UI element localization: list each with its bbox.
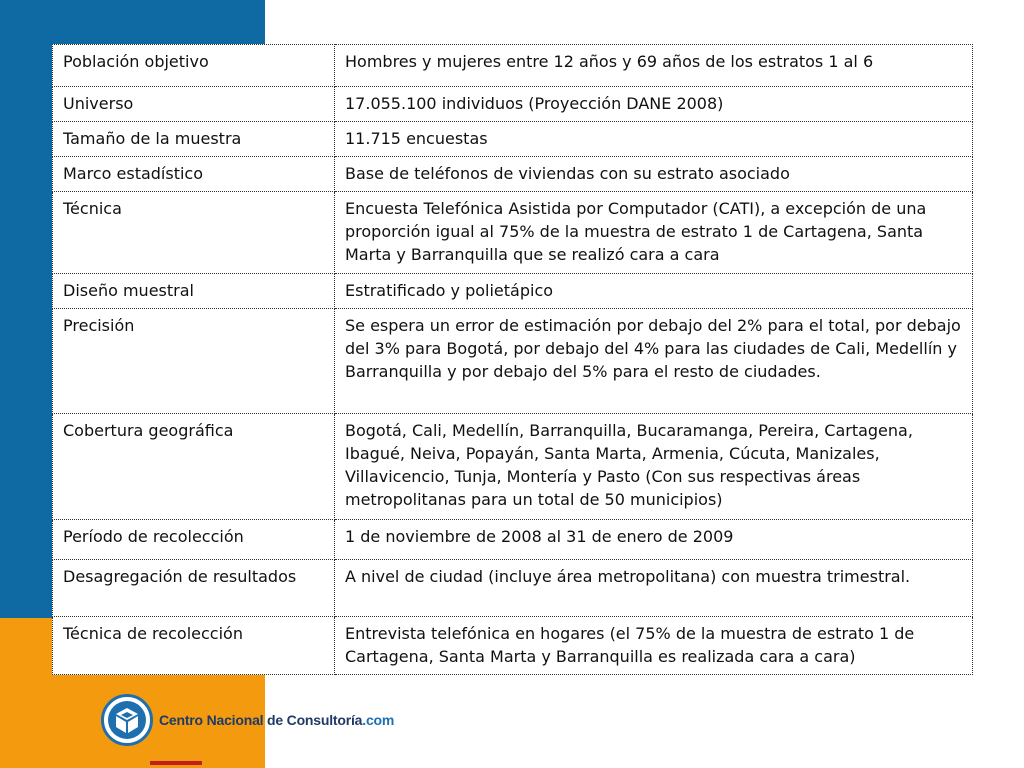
row-label: Tamaño de la muestra — [53, 122, 335, 157]
row-value: Hombres y mujeres entre 12 años y 69 años de los estratos 1 al 6 — [335, 45, 973, 87]
brand-domain: .com — [362, 712, 395, 728]
row-label: Desagregación de resultados — [53, 560, 335, 617]
row-label: Precisión — [53, 309, 335, 414]
row-label: Población objetivo — [53, 45, 335, 87]
company-logo — [101, 693, 394, 747]
row-value: 1 de noviembre de 2008 al 31 de enero de 2009 — [335, 520, 973, 560]
row-label: Técnica de recolección — [53, 617, 335, 675]
table-row — [53, 157, 973, 192]
row-value: Se espera un error de estimación por debajo del 2% para el total, por debajo del 3% para Bogotá, por debajo del 4% para las ciudades de Cali, Medellín y Barranquilla y por debajo del 5% para el resto de ciudades. — [335, 309, 973, 414]
row-label: Marco estadístico — [53, 157, 335, 192]
row-value: A nivel de ciudad (incluye área metropolitana) con muestra trimestral. — [335, 560, 973, 617]
row-value: Entrevista telefónica en hogares (el 75% de la muestra de estrato 1 de Cartagena, Santa Marta y Barranquilla es realizada cara a cara) — [335, 617, 973, 675]
row-value: Base de teléfonos de viviendas con su estrato asociado — [335, 157, 973, 192]
table-row — [53, 192, 973, 274]
row-label: Período de recolección — [53, 520, 335, 560]
cube-logo-icon — [101, 694, 153, 746]
survey-details-table — [52, 44, 973, 675]
table-row — [53, 617, 973, 675]
row-label: Universo — [53, 87, 335, 122]
row-value: Bogotá, Cali, Medellín, Barranquilla, Bucaramanga, Pereira, Cartagena, Ibagué, Neiva, Popayán, Santa Marta, Armenia, Cúcuta, Manizales, Villavicencio, Tunja, Montería y Pasto (Con sus respectivas áreas metropolitanas para un total de 50 municipios) — [335, 414, 973, 520]
table-row — [53, 414, 973, 520]
table-row — [53, 45, 973, 87]
table-row — [53, 274, 973, 309]
row-value: 17.055.100 individuos (Proyección DANE 2008) — [335, 87, 973, 122]
table-row — [53, 560, 973, 617]
row-value: Encuesta Telefónica Asistida por Computador (CATI), a excepción de una proporción igual al 75% de la muestra de estrato 1 de Cartagena, Santa Marta y Barranquilla que se realizó cara a cara — [335, 192, 973, 274]
row-value: Estratificado y polietápico — [335, 274, 973, 309]
row-label: Diseño muestral — [53, 274, 335, 309]
accent-line — [150, 761, 202, 765]
row-label: Cobertura geográfica — [53, 414, 335, 520]
table-row — [53, 87, 973, 122]
row-label: Técnica — [53, 192, 335, 274]
brand-name: Centro Nacional de Consultoría — [159, 712, 363, 728]
table-row — [53, 520, 973, 560]
row-value: 11.715 encuestas — [335, 122, 973, 157]
table-row — [53, 309, 973, 414]
table-row — [53, 122, 973, 157]
brand-wordmark — [159, 712, 394, 728]
